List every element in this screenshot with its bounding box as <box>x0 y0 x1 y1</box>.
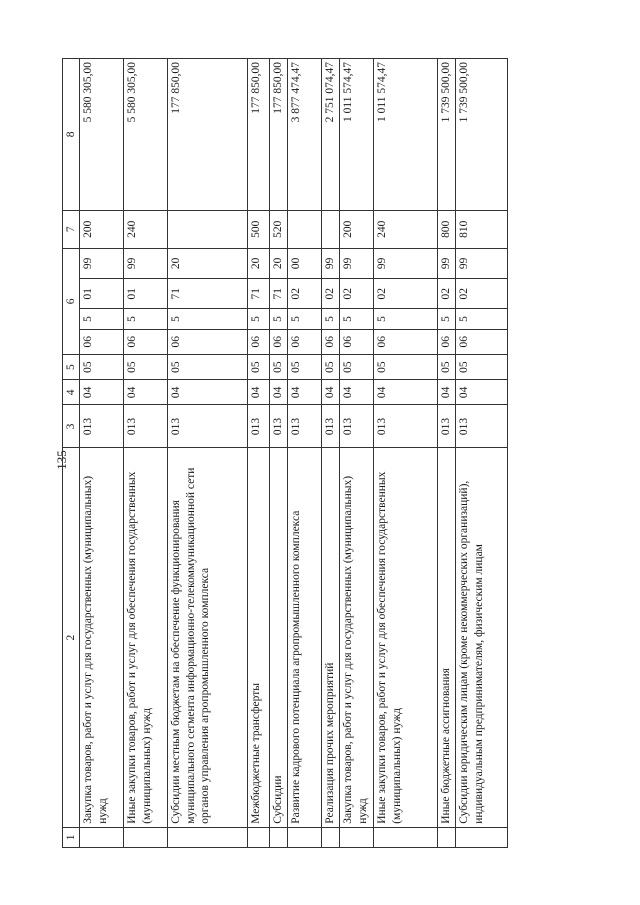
code-cell: 05 <box>270 354 288 379</box>
code-cell: 5 <box>168 309 248 329</box>
code-cell: 05 <box>248 354 270 379</box>
row-name-cell: Субсидии юридическим лицам (кроме некоммерческих организаций), индивидуальным предпринимателям, физическим лицам <box>456 448 508 827</box>
code-cell: 06 <box>340 329 374 354</box>
table-row <box>374 59 438 848</box>
code-cell: 05 <box>374 354 438 379</box>
code-cell: 013 <box>80 405 124 448</box>
row-index-cell <box>374 827 438 847</box>
code-cell: 240 <box>374 210 438 248</box>
amount-cell: 1 011 574,47 <box>374 59 438 211</box>
row-name-cell: Иные бюджетные ассигнования <box>438 448 456 827</box>
row-name-cell: Закупка товаров, работ и услуг для государственных (муниципальных) нужд <box>80 448 124 827</box>
amount-cell: 2 751 074,47 <box>322 59 340 211</box>
table-row <box>438 59 456 848</box>
code-cell: 99 <box>80 248 124 278</box>
column-header: 4 <box>63 380 80 405</box>
code-cell: 5 <box>374 309 438 329</box>
code-cell: 06 <box>374 329 438 354</box>
code-cell: 06 <box>80 329 124 354</box>
code-cell: 02 <box>340 279 374 309</box>
amount-cell: 5 580 305,00 <box>80 59 124 211</box>
code-cell: 520 <box>270 210 288 248</box>
code-cell: 00 <box>288 248 322 278</box>
code-cell: 06 <box>288 329 322 354</box>
amount-cell: 3 877 474,47 <box>288 59 322 211</box>
code-cell: 04 <box>438 380 456 405</box>
column-header: 8 <box>63 59 80 211</box>
row-index-cell <box>124 827 168 847</box>
code-cell: 04 <box>374 380 438 405</box>
code-cell: 06 <box>124 329 168 354</box>
code-cell: 240 <box>124 210 168 248</box>
code-cell: 5 <box>456 309 508 329</box>
table-row <box>322 59 340 848</box>
code-cell <box>288 210 322 248</box>
row-name-cell: Иные закупки товаров, работ и услуг для обеспечения государственных (муниципальных) нужд <box>124 448 168 827</box>
code-cell: 05 <box>168 354 248 379</box>
column-header: 7 <box>63 210 80 248</box>
code-cell: 013 <box>288 405 322 448</box>
code-cell: 013 <box>270 405 288 448</box>
row-index-cell <box>288 827 322 847</box>
code-cell: 5 <box>124 309 168 329</box>
code-cell: 71 <box>168 279 248 309</box>
code-cell: 06 <box>438 329 456 354</box>
code-cell: 99 <box>124 248 168 278</box>
code-cell: 810 <box>456 210 508 248</box>
code-cell: 06 <box>248 329 270 354</box>
code-cell: 04 <box>340 380 374 405</box>
amount-cell: 177 850,00 <box>168 59 248 211</box>
column-header: 1 <box>63 827 80 847</box>
code-cell: 013 <box>124 405 168 448</box>
code-cell: 20 <box>248 248 270 278</box>
code-cell: 99 <box>322 248 340 278</box>
code-cell: 20 <box>270 248 288 278</box>
row-index-cell <box>270 827 288 847</box>
code-cell: 05 <box>456 354 508 379</box>
code-cell: 05 <box>438 354 456 379</box>
table-row <box>340 59 374 848</box>
code-cell: 013 <box>340 405 374 448</box>
code-cell: 013 <box>168 405 248 448</box>
table-row <box>270 59 288 848</box>
code-cell: 71 <box>270 279 288 309</box>
code-cell: 500 <box>248 210 270 248</box>
code-cell: 5 <box>438 309 456 329</box>
code-cell: 200 <box>340 210 374 248</box>
code-cell: 200 <box>80 210 124 248</box>
code-cell: 05 <box>80 354 124 379</box>
amount-cell: 1 739 500,00 <box>456 59 508 211</box>
row-name-cell: Развитие кадрового потенциала агропромышленного комплекса <box>288 448 322 827</box>
code-cell: 04 <box>80 380 124 405</box>
code-cell: 99 <box>340 248 374 278</box>
row-name-cell: Реализация прочих мероприятий <box>322 448 340 827</box>
row-name-cell: Межбюджетные трансферты <box>248 448 270 827</box>
code-cell: 5 <box>80 309 124 329</box>
code-cell: 5 <box>340 309 374 329</box>
code-cell: 013 <box>248 405 270 448</box>
code-cell: 02 <box>438 279 456 309</box>
row-name-cell: Субсидии <box>270 448 288 827</box>
code-cell: 06 <box>322 329 340 354</box>
row-index-cell <box>80 827 124 847</box>
code-cell: 013 <box>322 405 340 448</box>
code-cell: 02 <box>288 279 322 309</box>
table-row <box>456 59 508 848</box>
row-name-cell: Субсидии местным бюджетам на обеспечение функционирования муниципального сегмента информационно-телекоммуникационной сети органов управления агропромышленного комплекса <box>168 448 248 827</box>
amount-cell: 5 580 305,00 <box>124 59 168 211</box>
row-index-cell <box>322 827 340 847</box>
amount-cell: 1 011 574,47 <box>340 59 374 211</box>
code-cell: 06 <box>168 329 248 354</box>
row-index-cell <box>456 827 508 847</box>
code-cell: 05 <box>288 354 322 379</box>
code-cell: 5 <box>322 309 340 329</box>
amount-cell: 177 850,00 <box>270 59 288 211</box>
page-number: 135 <box>53 450 69 470</box>
code-cell: 04 <box>322 380 340 405</box>
amount-cell: 177 850,00 <box>248 59 270 211</box>
code-cell: 99 <box>374 248 438 278</box>
code-cell <box>168 210 248 248</box>
row-index-cell <box>168 827 248 847</box>
code-cell: 04 <box>456 380 508 405</box>
code-cell: 04 <box>248 380 270 405</box>
code-cell: 02 <box>374 279 438 309</box>
row-index-cell <box>340 827 374 847</box>
code-cell: 06 <box>270 329 288 354</box>
code-cell <box>322 210 340 248</box>
budget-table-container <box>62 58 622 848</box>
row-name-cell: Иные закупки товаров, работ и услуг для обеспечения государственных (муниципальных) нужд <box>374 448 438 827</box>
code-cell: 06 <box>456 329 508 354</box>
code-cell: 5 <box>248 309 270 329</box>
code-cell: 71 <box>248 279 270 309</box>
table-row <box>248 59 270 848</box>
code-cell: 02 <box>322 279 340 309</box>
code-cell: 04 <box>270 380 288 405</box>
table-row <box>288 59 322 848</box>
code-cell: 20 <box>168 248 248 278</box>
code-cell: 02 <box>456 279 508 309</box>
code-cell: 04 <box>124 380 168 405</box>
table-header-row <box>63 59 80 848</box>
code-cell: 05 <box>340 354 374 379</box>
code-cell: 05 <box>124 354 168 379</box>
code-cell: 01 <box>124 279 168 309</box>
amount-cell: 1 739 500,00 <box>438 59 456 211</box>
column-header: 6 <box>63 248 80 354</box>
code-cell: 013 <box>374 405 438 448</box>
row-index-cell <box>438 827 456 847</box>
code-cell: 013 <box>438 405 456 448</box>
column-header: 3 <box>63 405 80 448</box>
row-name-cell: Закупка товаров, работ и услуг для государственных (муниципальных) нужд <box>340 448 374 827</box>
table-body <box>80 59 508 848</box>
code-cell: 01 <box>80 279 124 309</box>
code-cell: 5 <box>288 309 322 329</box>
code-cell: 05 <box>322 354 340 379</box>
code-cell: 800 <box>438 210 456 248</box>
code-cell: 04 <box>288 380 322 405</box>
code-cell: 013 <box>456 405 508 448</box>
table-row <box>168 59 248 848</box>
table-row <box>80 59 124 848</box>
code-cell: 99 <box>456 248 508 278</box>
table-row <box>124 59 168 848</box>
column-header: 2 <box>63 448 80 827</box>
row-index-cell <box>248 827 270 847</box>
column-header: 5 <box>63 354 80 379</box>
code-cell: 5 <box>270 309 288 329</box>
code-cell: 99 <box>438 248 456 278</box>
budget-table <box>62 58 508 848</box>
code-cell: 04 <box>168 380 248 405</box>
